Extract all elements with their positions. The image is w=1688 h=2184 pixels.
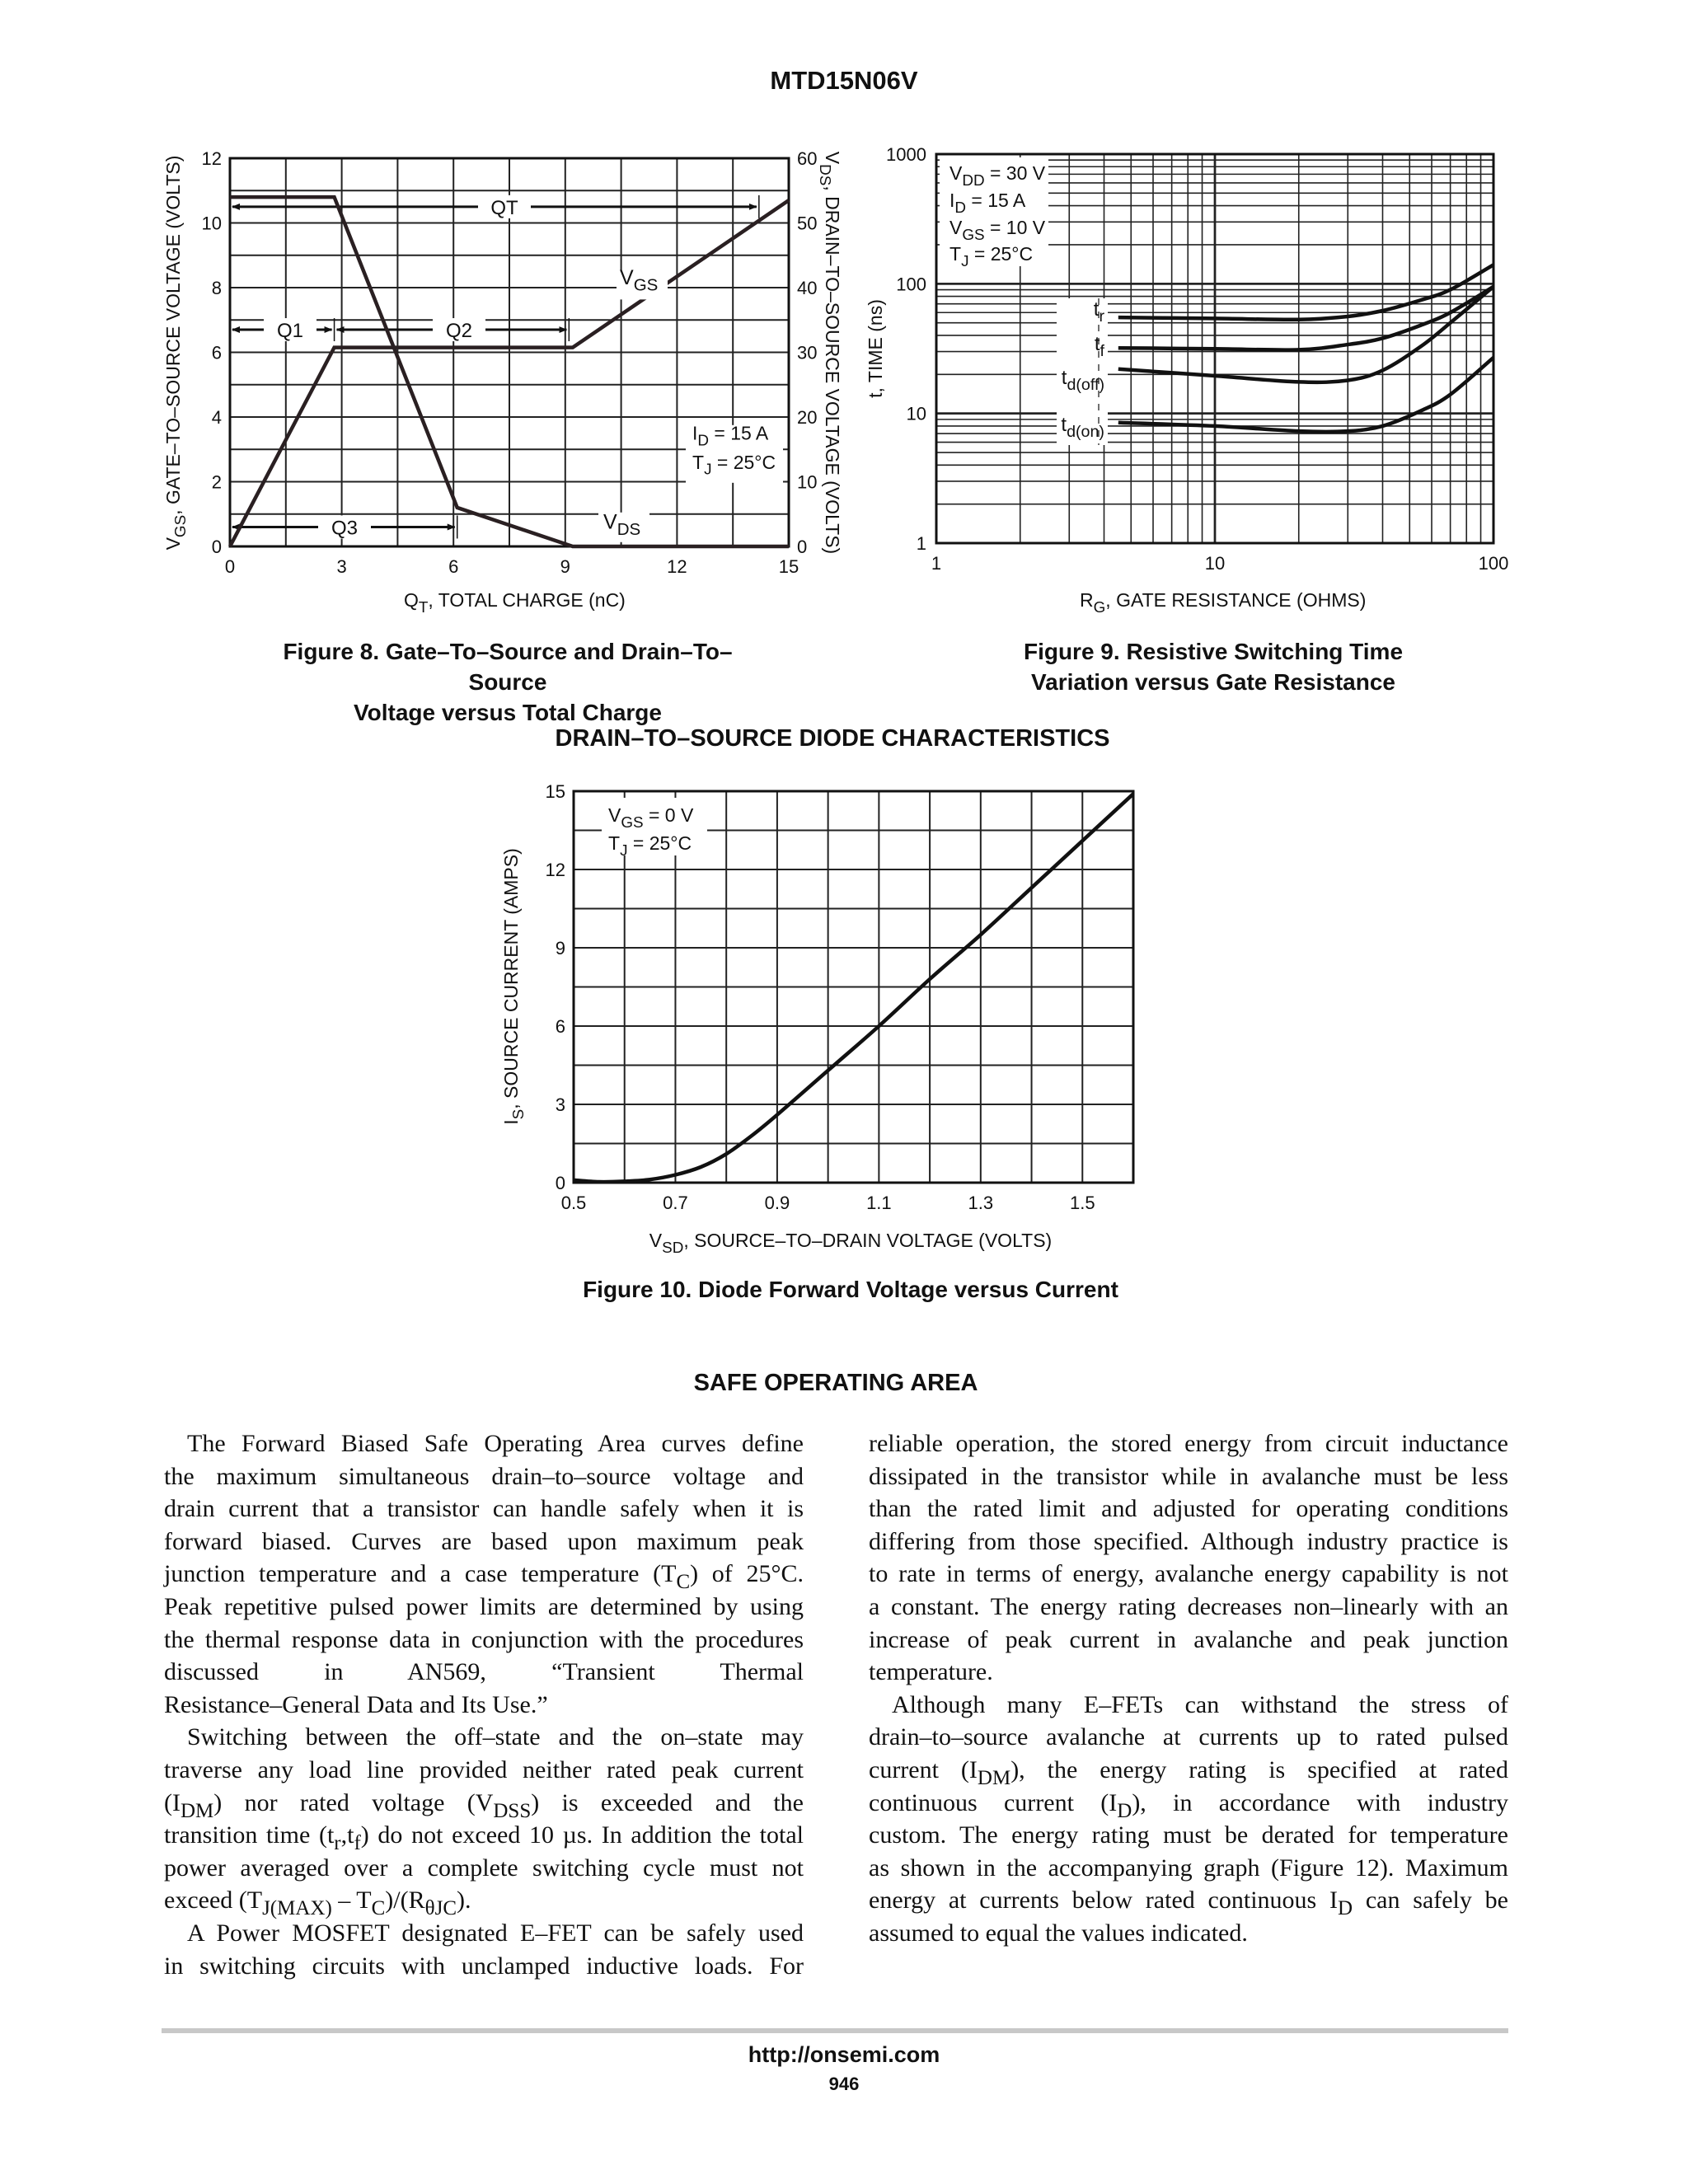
fig10-y-axis-label-sub: S — [509, 1108, 527, 1120]
fig9-condition-rest: = 10 V — [984, 217, 1046, 238]
fig9-x-axis-label-sub: G — [1093, 598, 1106, 616]
fig9-curve-label-sub: r — [1099, 307, 1104, 326]
text-segment: transition time (t — [164, 1821, 335, 1849]
subscript: C — [676, 1571, 691, 1594]
fig9-y-tick-label: 1 — [916, 533, 926, 554]
fig8-y2-tick-label: 10 — [797, 471, 818, 493]
fig8-y-axis-label — [162, 156, 189, 551]
body-column-right — [869, 1427, 1508, 1950]
fig10-y-tick-label: 9 — [555, 938, 565, 958]
fig8-y2-tick-label: 60 — [797, 148, 818, 169]
text-segment: Resistance–General Data and Its Use.” — [164, 1690, 548, 1718]
text-line — [869, 1884, 1508, 1920]
text-segment: )/(R — [385, 1886, 425, 1915]
text-segment: ) do not exceed 10 µs. In addition the total — [360, 1821, 804, 1849]
fig8-x-tick-label: 15 — [778, 556, 799, 577]
fig9-curve-label-main: t — [1094, 333, 1100, 355]
fig8-y2-tick-label: 30 — [797, 342, 818, 363]
figure-8-caption-line-1: Figure 8. Gate–To–Source and Drain–To–Source — [283, 639, 733, 695]
text-segment: dissipated in the transistor while in avalanche must be less — [869, 1462, 1508, 1490]
fig9-condition-sub: D — [954, 198, 967, 216]
diode-section-title: DRAIN–TO–SOURCE DIODE CHARACTERISTICS — [555, 725, 1110, 752]
fig10-y-tick-label: 0 — [555, 1173, 565, 1193]
page-number: 946 — [828, 2074, 860, 2094]
fig8-y2-axis-label-sub: DS — [817, 164, 835, 186]
fig9-x-tick-label: 10 — [1204, 553, 1226, 574]
text-segment: drain–to–source avalanche at currents up to rated pulsed — [869, 1723, 1508, 1751]
fig9-curve-label-main: t — [1093, 298, 1100, 321]
fig9-y-tick-label: 100 — [896, 274, 926, 295]
text-segment: ). — [457, 1886, 471, 1915]
text-line — [869, 1558, 1508, 1591]
fig8-qt-label: QT — [490, 196, 518, 219]
footer-url[interactable]: http://onsemi.com — [748, 2042, 940, 2067]
text-segment: reliable operation, the stored energy from circuit inductance — [869, 1430, 1508, 1457]
text-segment: Although many E–FETs can withstand the stress of — [892, 1690, 1508, 1718]
fig10-y-axis-label — [500, 848, 527, 1124]
fig8-condition-id-sub: D — [697, 431, 710, 449]
text-line — [869, 1852, 1508, 1885]
text-line — [869, 1721, 1508, 1754]
figure-9-caption-line-1: Figure 9. Resistive Switching Time — [1023, 639, 1404, 664]
text-line — [164, 1787, 804, 1820]
text-line — [164, 1852, 804, 1885]
fig10-y-tick-label: 12 — [545, 860, 565, 880]
text-line — [164, 1754, 804, 1787]
fig8-x-tick-label: 6 — [448, 556, 459, 577]
fig8-y2-tick-label: 50 — [797, 213, 818, 234]
text-segment: ,t — [340, 1821, 354, 1849]
fig8-x-tick-label: 3 — [336, 556, 347, 577]
text-line — [164, 1558, 804, 1594]
fig9-curve-3 — [1118, 358, 1493, 432]
figure-8-caption — [260, 636, 755, 728]
subscript: r — [334, 1832, 341, 1855]
text-line — [164, 1427, 804, 1460]
text-segment: ) is exceeded and the — [531, 1788, 804, 1816]
fig8-y-tick-label: 6 — [211, 342, 222, 363]
fig8-x-tick-label: 9 — [560, 556, 570, 577]
fig10-y-tick-label: 6 — [555, 1016, 565, 1037]
text-segment: current (I — [869, 1755, 978, 1783]
text-line — [164, 1884, 804, 1920]
text-line — [869, 1754, 1508, 1787]
text-segment: The Forward Biased Safe Operating Area curves define — [187, 1430, 804, 1457]
text-line — [164, 1950, 804, 1983]
text-segment: a constant. The energy rating decreases non–linearly with an — [869, 1592, 1508, 1620]
text-segment: traverse any load line provided neither rated peak current — [164, 1755, 804, 1783]
text-line — [164, 1624, 804, 1657]
subscript: D — [1338, 1897, 1353, 1920]
fig8-q2-label: Q2 — [445, 320, 473, 343]
fig8-x-axis-label-main: Q — [404, 589, 419, 611]
text-segment: ) nor rated voltage (V — [213, 1788, 494, 1816]
fig8-y2-axis-label — [817, 152, 843, 554]
fig8-vgs-label-main: V — [620, 266, 634, 290]
text-line — [869, 1787, 1508, 1820]
fig9-curve-2 — [1118, 287, 1493, 382]
text-segment: custom. The energy rating must be derated for temperature — [869, 1821, 1508, 1849]
text-segment: energy at currents below rated continuous I — [869, 1886, 1338, 1915]
fig8-condition-id-main: I — [692, 422, 698, 444]
footer-divider — [162, 2028, 1508, 2033]
fig8-q1-label: Q1 — [276, 320, 304, 343]
fig9-x-axis-label-rest: , GATE RESISTANCE (OHMS) — [1105, 589, 1367, 611]
fig10-condition-tj-sub: J — [620, 841, 628, 859]
fig8-vds-label-sub: DS — [617, 519, 641, 539]
text-line — [164, 1721, 804, 1754]
fig9-condition-rest: = 30 V — [984, 162, 1046, 184]
fig8-y-axis-label-sub: GS — [171, 514, 189, 538]
text-segment: junction temperature and a case temperature (T — [164, 1560, 677, 1588]
fig8-vgs-label-sub: GS — [633, 275, 659, 295]
fig8-x-tick-label: 12 — [667, 556, 687, 577]
fig9-y-tick-label: 1000 — [886, 144, 926, 165]
fig10-x-axis-label-rest: , SOURCE–TO–DRAIN VOLTAGE (VOLTS) — [683, 1230, 1053, 1251]
text-line — [164, 1689, 804, 1722]
fig8-y2-tick-label: 0 — [797, 537, 808, 557]
text-segment: differing from those specified. Although industry practice is — [869, 1527, 1508, 1555]
subscript: f — [354, 1832, 361, 1855]
text-line — [869, 1819, 1508, 1852]
subscript: DM — [180, 1799, 214, 1822]
fig10-y-tick-label: 15 — [545, 781, 565, 802]
fig9-x-tick-label: 1 — [931, 553, 942, 574]
fig10-y-axis-label-main: I — [500, 1119, 522, 1125]
text-line — [869, 1624, 1508, 1657]
fig9-y-axis-label: t, TIME (ns) — [865, 299, 886, 398]
text-line — [869, 1427, 1508, 1460]
text-segment: as shown in the accompanying graph (Figure 12). Maximum — [869, 1854, 1508, 1882]
fig8-y-axis-label-main: V — [162, 537, 184, 551]
fig10-x-tick-label: 0.7 — [663, 1193, 688, 1213]
fig9-curve-0 — [1118, 265, 1493, 319]
text-line — [164, 1460, 804, 1493]
fig10-x-tick-label: 1.5 — [1069, 1193, 1095, 1213]
fig8-y-tick-label: 4 — [211, 407, 222, 428]
text-segment: ), in accordance with industry — [1132, 1788, 1508, 1816]
text-line — [164, 1917, 804, 1950]
fig10-condition-tj-rest: = 25°C — [627, 832, 692, 854]
fig9-condition-rest: = 25°C — [968, 243, 1034, 265]
fig10-y-axis-label-rest: , SOURCE CURRENT (AMPS) — [500, 848, 522, 1109]
fig9-curve-label-main: t — [1061, 367, 1067, 389]
fig9-condition-sub: GS — [962, 225, 985, 243]
text-segment: the maximum simultaneous drain–to–source voltage and — [164, 1462, 804, 1490]
fig10-x-tick-label: 1.3 — [968, 1193, 994, 1213]
fig10-y-tick-label: 3 — [555, 1094, 565, 1115]
text-segment: can safely be — [1353, 1886, 1508, 1915]
fig9-x-axis-label — [1080, 589, 1366, 616]
text-line — [869, 1917, 1508, 1950]
fig10-x-tick-label: 0.5 — [560, 1193, 587, 1213]
fig9-x-tick-label: 100 — [1478, 553, 1509, 574]
text-line — [869, 1656, 1508, 1689]
text-line — [164, 1526, 804, 1558]
fig9-x-axis-label-main: R — [1080, 589, 1094, 611]
subscript: J(MAX) — [262, 1897, 332, 1920]
text-segment: assumed to equal the values indicated. — [869, 1919, 1248, 1947]
text-line — [164, 1591, 804, 1624]
fig10-condition-vgs-rest: = 0 V — [643, 804, 694, 826]
fig9-curve-label-sub: d(on) — [1067, 423, 1104, 442]
text-segment: than the rated limit and adjusted for operating conditions — [869, 1495, 1508, 1523]
fig8-x-axis-label-sub: T — [418, 598, 429, 616]
fig9-condition-main: T — [950, 243, 962, 265]
text-segment: discussed in AN569, “Transient Thermal — [164, 1658, 804, 1686]
fig8-y-tick-label: 2 — [211, 471, 222, 493]
fig9-y-tick-label: 10 — [906, 403, 926, 424]
subscript: θJC — [424, 1897, 457, 1920]
text-segment: – T — [331, 1886, 372, 1915]
fig8-y-tick-label: 0 — [211, 537, 222, 557]
fig8-y2-tick-label: 20 — [797, 407, 818, 428]
fig8-y-tick-label: 12 — [201, 148, 222, 169]
fig9-condition-main: I — [950, 190, 955, 211]
text-segment: power averaged over a complete switching cycle must not — [164, 1854, 804, 1882]
fig8-y-tick-label: 10 — [201, 213, 222, 234]
fig8-y2-axis-label-main: V — [822, 151, 843, 165]
fig8-condition-id-rest: = 15 A — [709, 422, 769, 444]
fig10-x-tick-label: 0.9 — [764, 1193, 790, 1213]
figure-9-caption-line-2: Variation versus Gate Resistance — [1031, 669, 1395, 695]
text-segment: the thermal response data in conjunction with the procedures — [164, 1625, 804, 1653]
fig9-condition-main: V — [950, 162, 963, 184]
text-segment: to rate in terms of energy, avalanche energy capability is not — [869, 1560, 1508, 1588]
fig10-condition-vgs-main: V — [608, 804, 621, 826]
fig10-x-tick-label: 1.1 — [866, 1193, 892, 1213]
text-segment: A Power MOSFET designated E–FET can be safely used — [187, 1919, 804, 1947]
text-line — [869, 1526, 1508, 1558]
fig9-condition-main: V — [950, 217, 963, 238]
text-line — [869, 1460, 1508, 1493]
text-line — [164, 1656, 804, 1689]
fig8-condition-tj-rest: = 25°C — [711, 451, 776, 473]
figure-8-caption-line-2: Voltage versus Total Charge — [354, 700, 662, 725]
fig9-condition-rest: = 15 A — [966, 190, 1026, 211]
page-title: MTD15N06V — [770, 66, 918, 95]
fig9-condition-sub: J — [961, 251, 969, 269]
subscript: DM — [977, 1766, 1011, 1789]
fig8-y2-axis-label-rest: , DRAIN–TO–SOURCE VOLTAGE (VOLTS) — [822, 185, 843, 555]
text-segment: exceed (T — [164, 1886, 263, 1915]
fig8-y-axis-label-rest: , GATE–TO–SOURCE VOLTAGE (VOLTS) — [162, 155, 184, 515]
text-segment: Switching between the off–state and the on–state may — [187, 1723, 804, 1751]
text-segment: drain current that a transistor can handle safely when it is — [164, 1495, 804, 1523]
text-line — [869, 1689, 1508, 1722]
text-segment: forward biased. Curves are based upon maximum peak — [164, 1527, 804, 1555]
text-segment: continuous current (I — [869, 1788, 1118, 1816]
subscript: D — [1117, 1799, 1132, 1822]
figure-9-caption — [966, 636, 1461, 697]
fig9-curve-label-main: t — [1061, 414, 1067, 436]
text-line — [164, 1819, 804, 1855]
text-segment: (I — [164, 1788, 181, 1816]
text-segment: increase of peak current in avalanche and peak junction — [869, 1625, 1508, 1653]
fig10-x-axis-label — [649, 1230, 1052, 1256]
fig9-condition-sub: DD — [962, 171, 985, 189]
fig10-condition-tj-main: T — [608, 832, 621, 854]
fig8-y-tick-label: 8 — [211, 278, 222, 298]
text-line — [869, 1591, 1508, 1624]
text-segment: in switching circuits with unclamped inductive loads. For — [164, 1952, 804, 1980]
fig8-condition-tj-sub: J — [704, 460, 712, 478]
fig10-x-axis-label-sub: SD — [662, 1238, 684, 1256]
text-line — [164, 1493, 804, 1526]
figure-10-caption: Figure 10. Diode Forward Voltage versus Current — [583, 1277, 1118, 1302]
fig8-x-axis-label-rest: , TOTAL CHARGE (nC) — [428, 589, 626, 611]
fig8-x-axis-label — [404, 589, 626, 616]
fig8-y2-tick-label: 40 — [797, 278, 818, 298]
fig10-x-axis-label-main: V — [649, 1230, 663, 1251]
fig10-condition-vgs-sub: GS — [621, 813, 644, 831]
text-segment: temperature. — [869, 1658, 993, 1686]
fig9-curve-label-sub: f — [1100, 342, 1104, 361]
fig9-curve-label-sub: d(off) — [1067, 376, 1104, 395]
safe-operating-area-title: SAFE OPERATING AREA — [693, 1370, 978, 1396]
text-segment: Peak repetitive pulsed power limits are determined by using — [164, 1592, 804, 1620]
text-line — [869, 1493, 1508, 1526]
text-segment: ) of 25°C. — [690, 1560, 804, 1588]
fig8-vds-label-main: V — [603, 510, 617, 534]
fig8-x-tick-label: 0 — [224, 556, 236, 577]
fig8-condition-tj-main: T — [692, 451, 705, 473]
fig8-q3-label: Q3 — [331, 517, 359, 540]
text-segment: ), the energy rating is specified at rated — [1010, 1755, 1508, 1783]
subscript: C — [371, 1897, 386, 1920]
body-column-left — [164, 1427, 804, 1982]
subscript: DSS — [493, 1799, 532, 1822]
